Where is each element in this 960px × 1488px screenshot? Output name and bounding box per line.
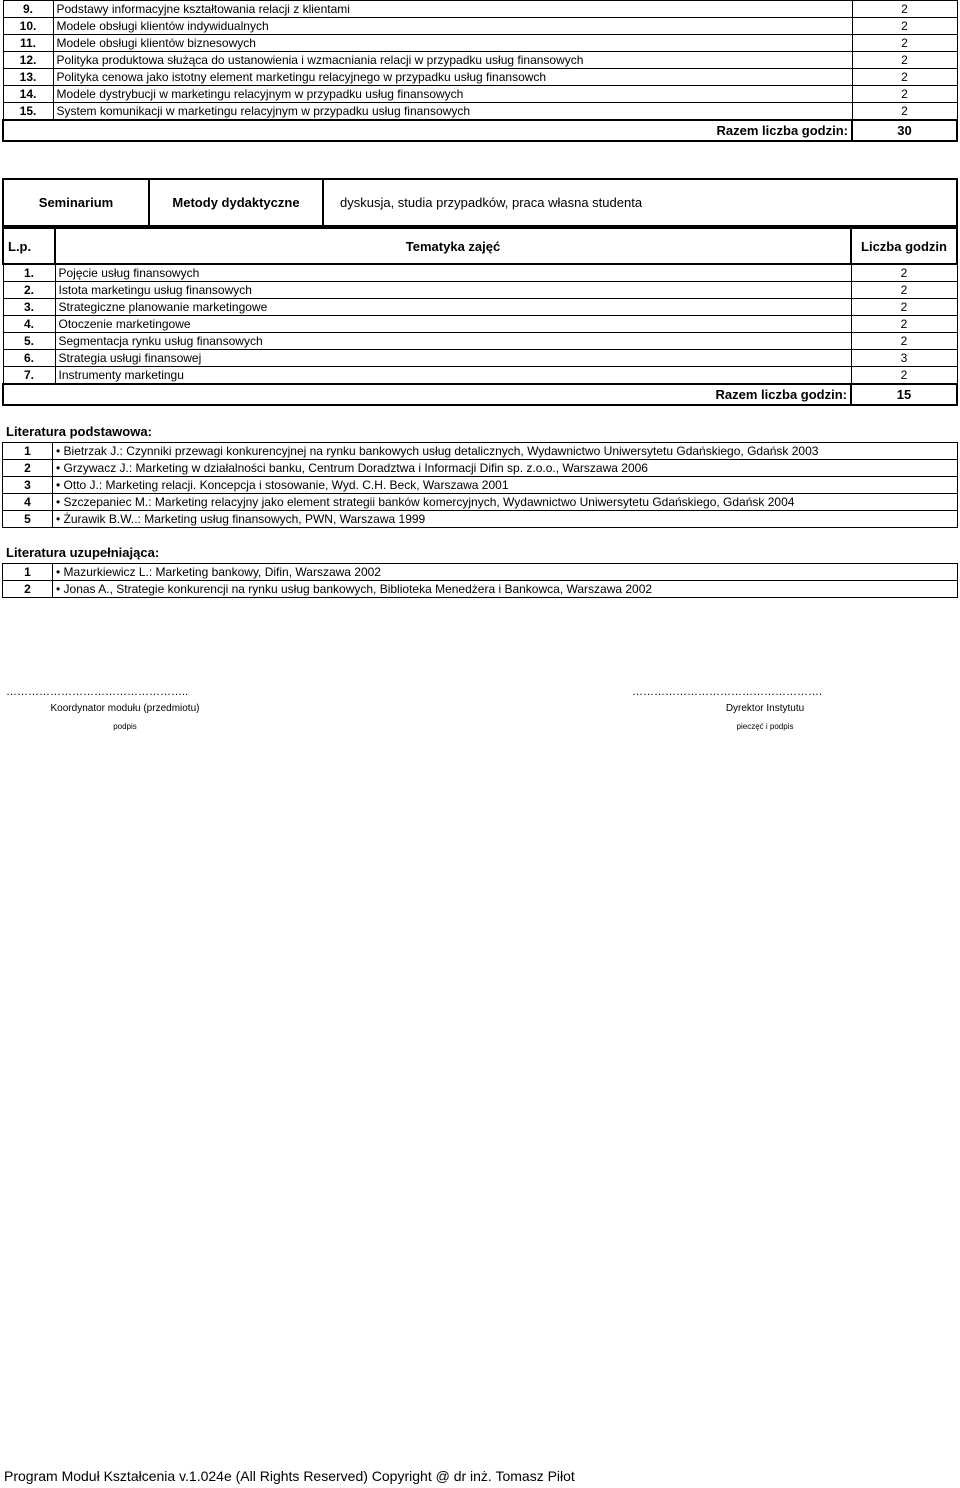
literature-item bbox=[3, 494, 958, 511]
lecture-topic-row bbox=[3, 103, 957, 121]
seminar-total-label: Razem liczba godzin: bbox=[3, 384, 851, 405]
lecture-topic-number: 11. bbox=[3, 35, 53, 52]
seminar-topic-topic: Instrumenty marketingu bbox=[55, 367, 851, 385]
literature-number: 1 bbox=[3, 443, 53, 460]
lecture-topic-number: 9. bbox=[3, 1, 53, 18]
literature-item bbox=[3, 511, 958, 528]
literature-number: 3 bbox=[3, 477, 53, 494]
seminar-topic-number: 5. bbox=[3, 333, 55, 350]
lecture-topic-topic: Modele dystrybucji w marketingu relacyjnym w przypadku usług finansowych bbox=[53, 86, 852, 103]
seminar-topic-number: 2. bbox=[3, 282, 55, 299]
lecture-topic-row bbox=[3, 1, 957, 18]
seminar-total-row bbox=[3, 384, 957, 405]
literature-number: 1 bbox=[3, 564, 53, 581]
col-lp: L.p. bbox=[3, 228, 55, 264]
lecture-topic-topic: System komunikacji w marketingu relacyjnym w przypadku usług finansowych bbox=[53, 103, 852, 121]
seminar-topic-row bbox=[3, 316, 957, 333]
lecture-topic-topic: Polityka cenowa jako istotny element marketingu relacyjnego w przypadku usług finansowch bbox=[53, 69, 852, 86]
lecture-topic-number: 13. bbox=[3, 69, 53, 86]
lecture-topic-hours: 2 bbox=[852, 52, 957, 69]
seminar-topic-number: 6. bbox=[3, 350, 55, 367]
lecture-total-label: Razem liczba godzin: bbox=[3, 120, 852, 141]
seminar-topic-row bbox=[3, 350, 957, 367]
literature-number: 2 bbox=[3, 460, 53, 477]
seminar-topic-hours: 2 bbox=[851, 367, 957, 385]
seminar-topic-hours: 2 bbox=[851, 316, 957, 333]
literature-basic-table bbox=[2, 442, 958, 528]
coordinator-sub: podpis bbox=[113, 722, 137, 731]
footer-copyright: Program Moduł Kształcenia v.1.024e (All Rights Reserved) Copyright @ dr inż. Tomasz Piłot bbox=[4, 1468, 575, 1484]
literature-item bbox=[3, 460, 958, 477]
seminar-topic-topic: Pojęcie usług finansowych bbox=[55, 264, 851, 282]
lecture-topic-topic: Modele obsługi klientów indywidualnych bbox=[53, 18, 852, 35]
seminar-topic-hours: 3 bbox=[851, 350, 957, 367]
left-signature-line: ………………………………………….. bbox=[6, 686, 189, 698]
literature-text: • Bietrzak J.: Czynniki przewagi konkurencyjnej na rynku bankowych usług detalicznych, Wydawnictwo Uniwersytetu Gdańskiego, Gdańsk 2003 bbox=[53, 443, 958, 460]
literature-text: • Mazurkiewicz L.: Marketing bankowy, Difin, Warszawa 2002 bbox=[53, 564, 958, 581]
seminar-total-value: 15 bbox=[851, 384, 957, 405]
lecture-topic-row bbox=[3, 86, 957, 103]
seminar-topic-hours: 2 bbox=[851, 264, 957, 282]
lecture-topic-row bbox=[3, 18, 957, 35]
seminar-topics-table bbox=[2, 227, 958, 406]
literature-item bbox=[3, 443, 958, 460]
literature-text: • Grzywacz J.: Marketing w działalności banku, Centrum Doradztwa i Informacji Difin sp. z.o.o., Warszawa 2006 bbox=[53, 460, 958, 477]
methods-label: Metody dydaktyczne bbox=[149, 179, 323, 226]
lecture-topic-number: 14. bbox=[3, 86, 53, 103]
literature-text: • Szczepaniec M.: Marketing relacyjny jako element strategii banków komercyjnych, Wydawnictwo Uniwersytetu Gdańskiego, Gdańsk 2004 bbox=[53, 494, 958, 511]
seminar-topic-topic: Istota marketingu usług finansowych bbox=[55, 282, 851, 299]
seminar-topic-hours: 2 bbox=[851, 333, 957, 350]
lecture-topic-row bbox=[3, 52, 957, 69]
seminar-topic-topic: Strategia usługi finansowej bbox=[55, 350, 851, 367]
seminar-topic-number: 3. bbox=[3, 299, 55, 316]
lecture-topic-number: 15. bbox=[3, 103, 53, 121]
lecture-topic-hours: 2 bbox=[852, 35, 957, 52]
right-signature-line: ……………………………………………. bbox=[632, 686, 823, 698]
seminar-topic-row bbox=[3, 264, 957, 282]
literature-extra-title: Literatura uzupełniająca: bbox=[6, 545, 160, 560]
literature-item bbox=[3, 564, 958, 581]
seminar-topic-hours: 2 bbox=[851, 282, 957, 299]
literature-number: 4 bbox=[3, 494, 53, 511]
seminar-topic-number: 1. bbox=[3, 264, 55, 282]
lecture-total-row bbox=[3, 120, 957, 141]
lecture-topic-row bbox=[3, 35, 957, 52]
lecture-topic-topic: Podstawy informacyjne kształtowania relacji z klientami bbox=[53, 1, 852, 18]
seminar-topic-hours: 2 bbox=[851, 299, 957, 316]
literature-text: • Żurawik B.W..: Marketing usług finansowych, PWN, Warszawa 1999 bbox=[53, 511, 958, 528]
lecture-total-value: 30 bbox=[852, 120, 957, 141]
methods-value: dyskusja, studia przypadków, praca własna studenta bbox=[323, 179, 957, 226]
seminar-topic-row bbox=[3, 299, 957, 316]
lecture-topic-hours: 2 bbox=[852, 18, 957, 35]
lecture-topic-topic: Polityka produktowa służąca do ustanowienia i wzmacniania relacji w przypadku usług finansowych bbox=[53, 52, 852, 69]
seminar-topic-topic: Otoczenie marketingowe bbox=[55, 316, 851, 333]
lecture-topic-topic: Modele obsługi klientów biznesowych bbox=[53, 35, 852, 52]
director-label: Dyrektor Instytutu bbox=[725, 703, 805, 714]
seminar-topic-number: 7. bbox=[3, 367, 55, 385]
literature-item bbox=[3, 477, 958, 494]
col-hours: Liczba godzin bbox=[851, 228, 957, 264]
literature-item bbox=[3, 581, 958, 598]
literature-basic-title: Literatura podstawowa: bbox=[6, 424, 152, 439]
lecture-topic-row bbox=[3, 69, 957, 86]
col-topic: Tematyka zajęć bbox=[55, 228, 851, 264]
literature-extra-table bbox=[2, 563, 958, 598]
lecture-topic-hours: 2 bbox=[852, 103, 957, 121]
literature-number: 5 bbox=[3, 511, 53, 528]
coordinator-label: Koordynator modułu (przedmiotu) bbox=[50, 703, 200, 714]
director-sub: pieczęć i podpis bbox=[736, 722, 794, 731]
seminar-topic-row bbox=[3, 282, 957, 299]
lecture-topic-hours: 2 bbox=[852, 86, 957, 103]
literature-number: 2 bbox=[3, 581, 53, 598]
seminar-topic-row bbox=[3, 367, 957, 385]
seminar-table-header bbox=[3, 228, 957, 264]
seminar-header bbox=[2, 178, 958, 227]
lecture-topic-hours: 2 bbox=[852, 69, 957, 86]
seminar-topic-row bbox=[3, 333, 957, 350]
lecture-topic-hours: 2 bbox=[852, 1, 957, 18]
seminar-topic-number: 4. bbox=[3, 316, 55, 333]
literature-text: • Jonas A., Strategie konkurencji na rynku usług bankowych, Biblioteka Menedżera i Bankowca, Warszawa 2002 bbox=[53, 581, 958, 598]
class-form: Seminarium bbox=[3, 179, 149, 226]
lecture-topic-number: 12. bbox=[3, 52, 53, 69]
lecture-topic-number: 10. bbox=[3, 18, 53, 35]
literature-text: • Otto J.: Marketing relacji. Koncepcja i stosowanie, Wyd. C.H. Beck, Warszawa 2001 bbox=[53, 477, 958, 494]
lecture-topics-table bbox=[2, 0, 958, 142]
seminar-topic-topic: Segmentacja rynku usług finansowych bbox=[55, 333, 851, 350]
seminar-topic-topic: Strategiczne planowanie marketingowe bbox=[55, 299, 851, 316]
